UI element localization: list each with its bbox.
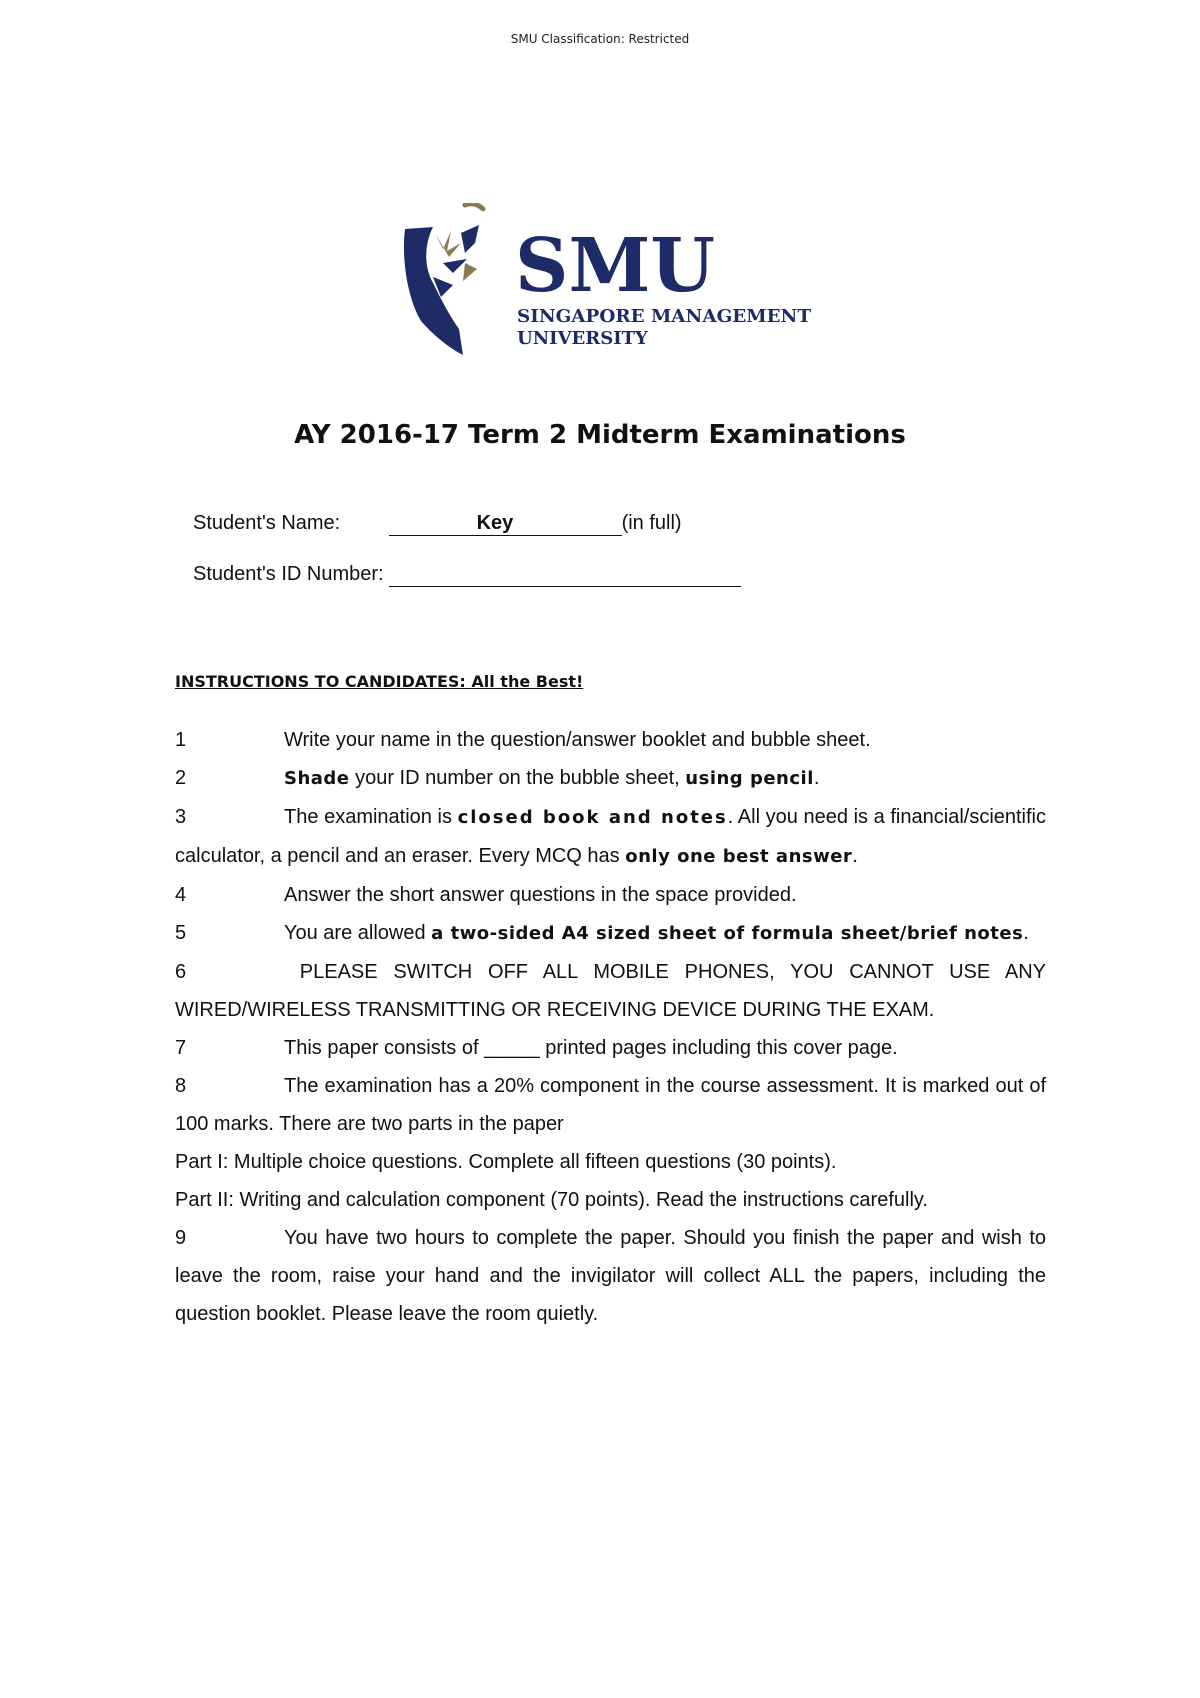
smu-logo xyxy=(403,203,813,363)
instruction-item: 2 Shade your ID number on the bubble sheet, using pencil. xyxy=(175,767,820,789)
instruction-subitem: Part I: Multiple choice questions. Complete all fifteen questions (30 points). xyxy=(175,1151,837,1173)
instruction-item: 5 You are allowed a two-sided A4 sized sheet of formula sheet/brief notes. xyxy=(175,922,1029,944)
logo-line2: UNIVERSITY xyxy=(517,328,648,349)
student-name-field[interactable] xyxy=(193,512,682,536)
page-title: AY 2016-17 Term 2 Midterm Examinations xyxy=(294,420,906,450)
instruction-item: 9 You have two hours to complete the paper. Should you finish the paper and wish to leave the room, raise your hand and the invigilator will collect ALL the papers, including the question booklet. Please leave the room quietly. xyxy=(175,1227,1046,1325)
classification-label: SMU Classification: Restricted xyxy=(510,32,690,46)
instruction-item: 8 The examination has a 20% component in the course assessment. It is marked out of 100 marks. There are two parts in the paper xyxy=(175,1075,1046,1135)
instructions-heading: INSTRUCTIONS TO CANDIDATES: All the Best! xyxy=(175,672,584,691)
student-name-suffix: (in full) xyxy=(621,512,682,534)
instruction-item: 1 Write your name in the question/answer booklet and bubble sheet. xyxy=(175,729,871,751)
student-id-line[interactable] xyxy=(389,563,741,587)
instruction-subitem: Part II: Writing and calculation component (70 points). Read the instructions carefully. xyxy=(175,1189,928,1211)
student-id-label: Student's ID Number: xyxy=(193,563,384,585)
logo-line1: SINGAPORE MANAGEMENT xyxy=(517,306,812,327)
logo-wordmark: SMU xyxy=(515,223,715,309)
instruction-item: 7 This paper consists of _____ printed pages including this cover page. xyxy=(175,1037,898,1059)
student-name-line[interactable] xyxy=(389,512,622,536)
instruction-item: 6 PLEASE SWITCH OFF ALL MOBILE PHONES, YOU CANNOT USE ANY WIRED/WIRELESS TRANSMITTING OR RECEIVING DEVICE DURING THE EXAM. xyxy=(175,961,1046,1021)
instruction-item: 4 Answer the short answer questions in the space provided. xyxy=(175,884,797,906)
student-name-label: Student's Name: xyxy=(193,512,341,534)
instruction-item: 3 The examination is closed book and notes. All you need is a financial/scientific calculator, a pencil and an eraser. Every MCQ has only one best answer. xyxy=(175,806,1047,867)
student-id-field[interactable] xyxy=(193,563,741,587)
student-name-value: Key xyxy=(476,512,514,534)
instructions-list xyxy=(175,721,1046,1333)
smu-emblem-icon xyxy=(404,204,483,355)
